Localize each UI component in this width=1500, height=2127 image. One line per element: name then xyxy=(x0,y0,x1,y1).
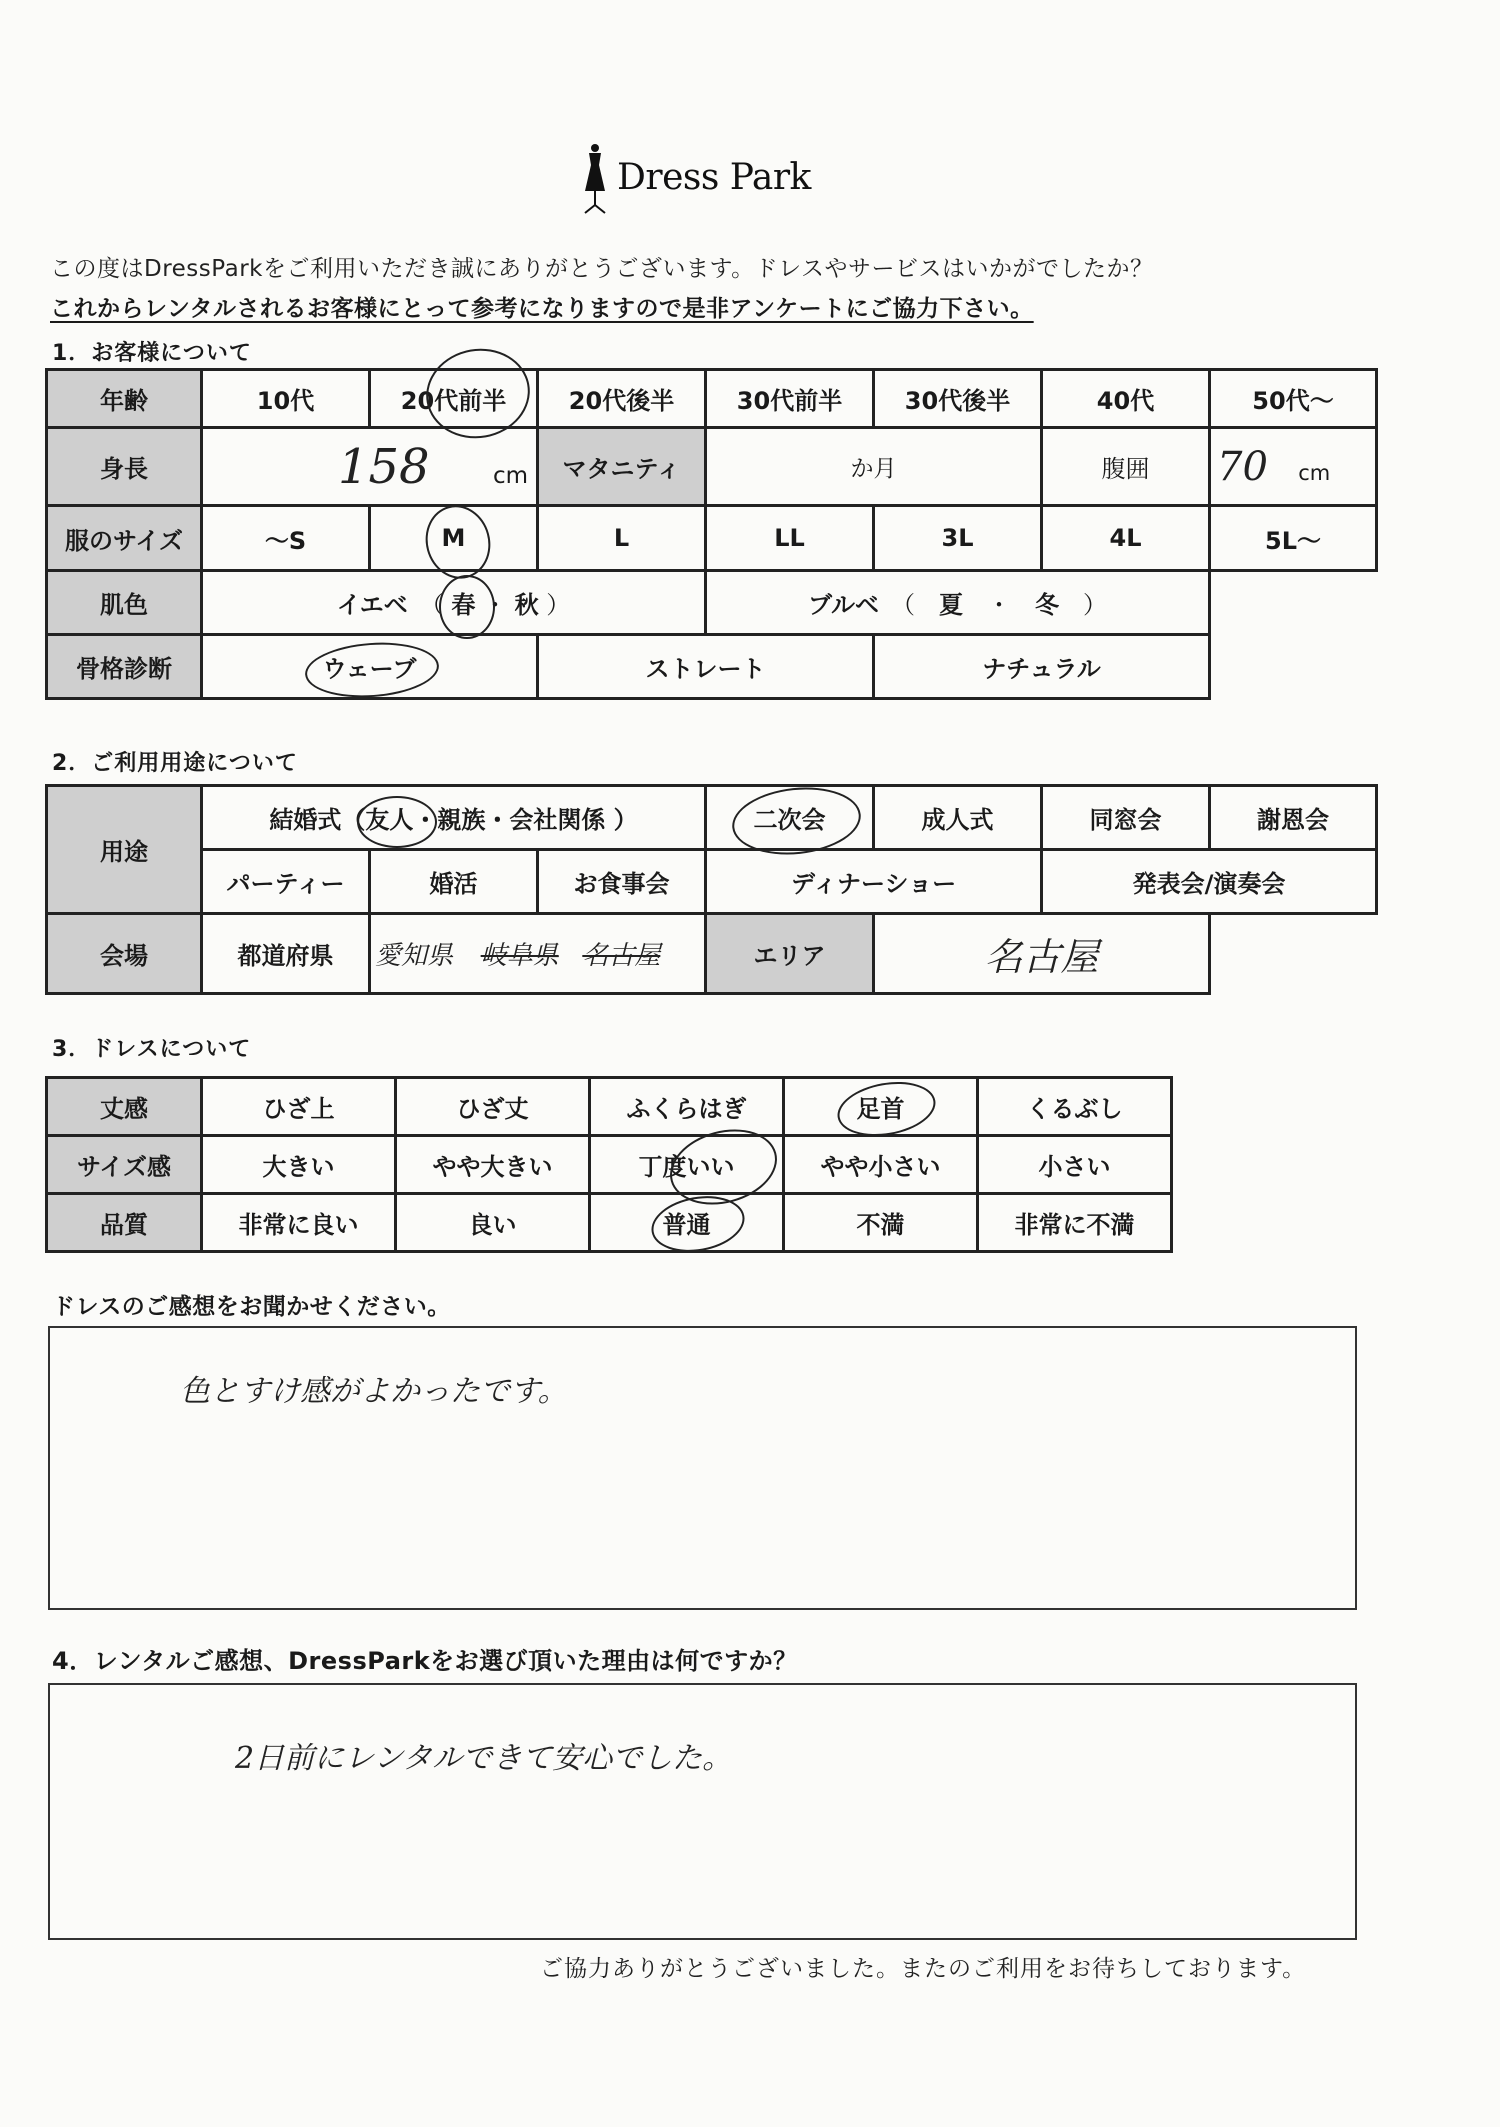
area-label: エリア xyxy=(706,914,874,994)
area-field[interactable] xyxy=(874,914,1210,994)
dress-form-icon xyxy=(575,143,615,218)
length-label: 丈感 xyxy=(47,1078,202,1136)
quality-option[interactable]: 非常に不満 xyxy=(978,1194,1172,1252)
empty-cell xyxy=(1210,571,1377,635)
reason-answer-box[interactable] xyxy=(48,1683,1357,1940)
waist-unit: cm xyxy=(1298,460,1331,485)
size-option[interactable]: 5L～ xyxy=(1210,506,1377,571)
fit-option[interactable]: 大きい xyxy=(202,1136,396,1194)
dresspark-logo xyxy=(575,143,875,213)
venue-label: 会場 xyxy=(47,914,202,994)
fit-option[interactable]: 小さい xyxy=(978,1136,1172,1194)
friend-option[interactable]: 友人 xyxy=(365,806,413,834)
length-option[interactable]: ひざ丈 xyxy=(396,1078,590,1136)
age-option[interactable]: 50代～ xyxy=(1210,370,1377,428)
prefecture-extra: 名古屋 xyxy=(582,941,661,971)
intro-line-1: この度はDressParkをご利用いただき誠にありがとうございます。ドレスやサービスはいかがでしたか？ xyxy=(50,256,1154,282)
size-option[interactable]: LL xyxy=(706,506,874,571)
after-party-option[interactable]: 二次会 xyxy=(706,786,874,850)
waist-value: 70 xyxy=(1217,443,1268,490)
skin-yellow[interactable]: イエベ （ 春 ・ 秋 ） xyxy=(202,571,706,635)
fit-option-selected[interactable]: 丁度いい xyxy=(590,1136,784,1194)
prefecture-value: 愛知県 xyxy=(375,941,454,971)
waist-field[interactable] xyxy=(1210,428,1377,506)
age-option[interactable]: 10代 xyxy=(202,370,370,428)
section3-title: 3．ドレスについて xyxy=(52,1037,252,1062)
winter-option[interactable]: 冬 xyxy=(1035,591,1060,619)
size-option[interactable]: L xyxy=(538,506,706,571)
section1-title: 1．お客様について xyxy=(52,341,252,366)
height-label: 身長 xyxy=(47,428,202,506)
prefecture-label: 都道府県 xyxy=(202,914,370,994)
frame-option[interactable]: ストレート xyxy=(538,635,874,699)
footer-thanks: ご協力ありがとうございました。またのご利用をお待ちしております。 xyxy=(540,1956,1307,1982)
length-option-selected[interactable]: 足首 xyxy=(784,1078,978,1136)
age-option[interactable]: 20代後半 xyxy=(538,370,706,428)
height-unit: cm xyxy=(492,462,528,489)
section2-title: 2．ご利用用途について xyxy=(52,751,298,776)
quality-label: 品質 xyxy=(47,1194,202,1252)
empty-cell xyxy=(1210,914,1377,994)
spring-option[interactable]: 春 xyxy=(451,591,475,619)
quality-option[interactable]: 非常に良い xyxy=(202,1194,396,1252)
intro-line-2: これからレンタルされるお客様にとって参考になりますので是非アンケートにご協力下さい。 xyxy=(50,296,1034,322)
impression-answer-box[interactable] xyxy=(48,1326,1357,1610)
quality-option[interactable]: 良い xyxy=(396,1194,590,1252)
reunion-option[interactable]: 同窓会 xyxy=(1042,786,1210,850)
age-label: 年齢 xyxy=(47,370,202,428)
prefecture-field[interactable] xyxy=(370,914,706,994)
length-option[interactable]: ふくらはぎ xyxy=(590,1078,784,1136)
area-value: 名古屋 xyxy=(984,935,1099,979)
quality-option[interactable]: 不満 xyxy=(784,1194,978,1252)
dress-table xyxy=(45,1076,1173,1253)
maternity-field[interactable] xyxy=(706,428,1042,506)
height-value: 158 xyxy=(337,438,430,495)
party-option[interactable]: パーティー xyxy=(202,850,370,914)
frame-option[interactable]: ナチュラル xyxy=(874,635,1210,699)
empty-cell xyxy=(1210,635,1377,699)
wedding-option[interactable]: 結婚式（友人 ・親族・会社関係 ） xyxy=(202,786,706,850)
height-field[interactable] xyxy=(202,428,538,506)
age-option[interactable]: 40代 xyxy=(1042,370,1210,428)
quality-option-selected[interactable]: 普通 xyxy=(590,1194,784,1252)
prefecture-struck: 岐阜県 xyxy=(480,941,559,971)
autumn-option[interactable]: 秋 xyxy=(514,591,539,619)
fit-label: サイズ感 xyxy=(47,1136,202,1194)
impression-answer: 色とすけ感がよかったです。 xyxy=(180,1374,568,1409)
size-label: 服のサイズ xyxy=(47,506,202,571)
skin-label: 肌色 xyxy=(47,571,202,635)
section4-question: 4．レンタルご感想、DressParkをお選び頂いた理由は何ですか？ xyxy=(52,1647,798,1675)
frame-option-selected[interactable]: ウェーブ xyxy=(202,635,538,699)
reason-answer: 2日前にレンタルできて安心でした。 xyxy=(235,1741,733,1776)
waist-label: 腹囲 xyxy=(1042,428,1210,506)
size-option[interactable]: 3L xyxy=(874,506,1042,571)
customer-table xyxy=(45,368,1378,700)
usage-table xyxy=(45,784,1378,995)
size-option[interactable]: 4L xyxy=(1042,506,1210,571)
fit-option[interactable]: やや大きい xyxy=(396,1136,590,1194)
maternity-label: マタニティ xyxy=(538,428,706,506)
konkatsu-option[interactable]: 婚活 xyxy=(370,850,538,914)
thanks-party-option[interactable]: 謝恩会 xyxy=(1210,786,1377,850)
age-option[interactable]: 30代前半 xyxy=(706,370,874,428)
length-option[interactable]: くるぶし xyxy=(978,1078,1172,1136)
fit-option[interactable]: やや小さい xyxy=(784,1136,978,1194)
size-option[interactable]: ～S xyxy=(202,506,370,571)
coming-of-age-option[interactable]: 成人式 xyxy=(874,786,1042,850)
dinner-option[interactable]: お食事会 xyxy=(538,850,706,914)
purpose-label: 用途 xyxy=(47,786,202,914)
frame-label: 骨格診断 xyxy=(47,635,202,699)
maternity-unit: か月 xyxy=(850,456,897,482)
recital-option[interactable]: 発表会/演奏会 xyxy=(1042,850,1377,914)
age-option-selected[interactable]: 20代前半 xyxy=(370,370,538,428)
dinner-show-option[interactable]: ディナーショー xyxy=(706,850,1042,914)
age-option[interactable]: 30代後半 xyxy=(874,370,1042,428)
summer-option[interactable]: 夏 xyxy=(939,591,964,619)
impression-question: ドレスのご感想をお聞かせください。 xyxy=(52,1294,451,1320)
length-option[interactable]: ひざ上 xyxy=(202,1078,396,1136)
skin-blue[interactable]: ブルベ （ 夏 ・ 冬 ） xyxy=(706,571,1210,635)
brand-name: Dress Park xyxy=(617,157,811,198)
size-option-selected[interactable]: M xyxy=(370,506,538,571)
